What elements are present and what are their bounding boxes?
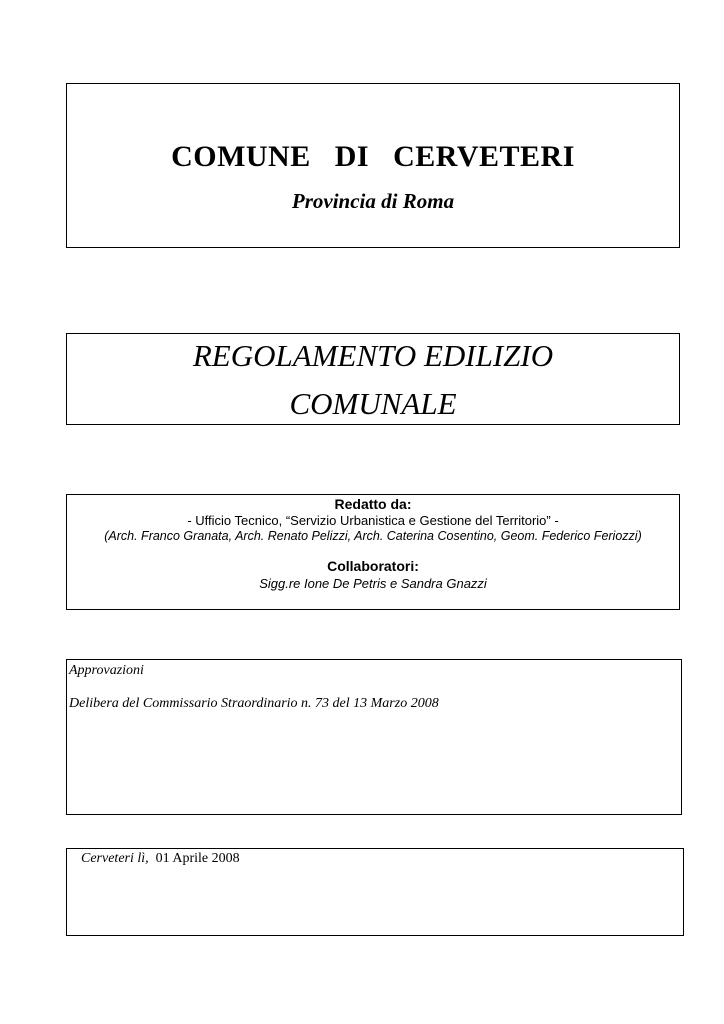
date-value: 01 Aprile 2008 — [155, 851, 240, 866]
collaboratori-names: Sigg.re Ione De Petris e Sandra Gnazzi — [259, 576, 487, 591]
header-box — [66, 83, 680, 248]
document-title-line1: REGOLAMENTO EDILIZIO — [192, 338, 554, 373]
credits-box — [66, 494, 680, 610]
approvals-box — [66, 659, 682, 815]
date-line — [81, 851, 240, 867]
document-title-line2: COMUNALE — [289, 386, 457, 421]
redatto-names: (Arch. Franco Granata, Arch. Renato Pelizzi, Arch. Caterina Cosentino, Geom. Federico Feriozzi) — [104, 529, 642, 543]
provincia-subtitle: Provincia di Roma — [291, 189, 455, 213]
document-title-box — [66, 333, 680, 425]
redatto-office: - Ufficio Tecnico, “Servizio Urbanistica e Gestione del Territorio” - — [187, 513, 559, 528]
date-box — [66, 848, 684, 936]
redatto-heading: Redatto da: — [334, 496, 412, 512]
date-place: Cerveteri lì, — [81, 851, 149, 866]
collaboratori-heading: Collaboratori: — [327, 558, 419, 574]
approvals-label: Approvazioni — [69, 663, 144, 678]
approvals-text: Delibera del Commissario Straordinario n. 73 del 13 Marzo 2008 — [69, 696, 439, 711]
comune-title: COMUNE DI CERVETERI — [171, 140, 575, 173]
